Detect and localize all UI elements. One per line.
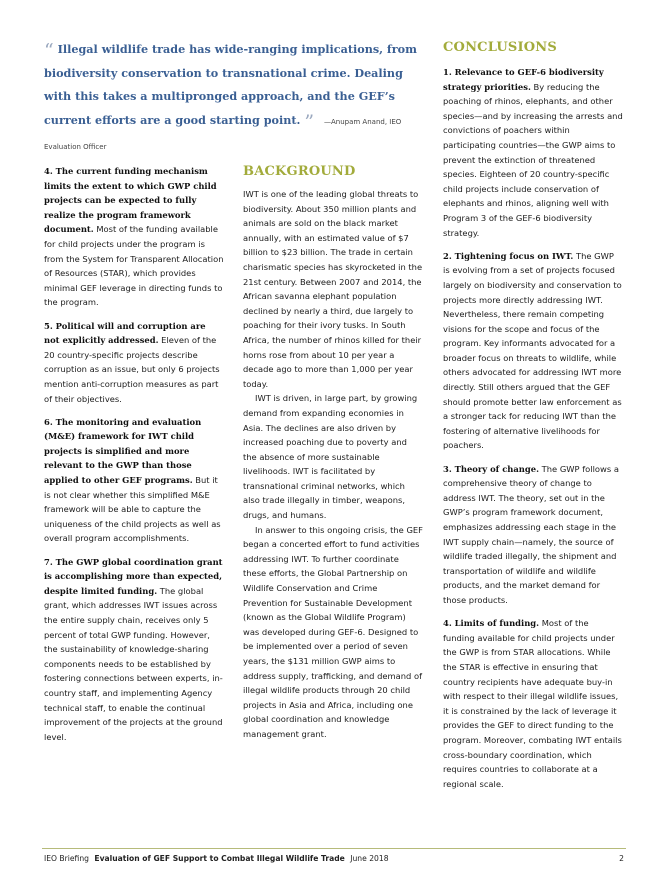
footer-rule [42, 848, 626, 849]
finding-item [44, 555, 224, 745]
background-column [243, 163, 423, 742]
page-footer [44, 854, 626, 863]
conclusion-lead: 4. Limits of funding. [443, 618, 540, 629]
findings-column [44, 164, 224, 744]
finding-text: The global grant, which addresses IWT issues across the entire supply chain, receives only 5 percent of total GWP funding. However, the sustainability of knowledge-sharing components needs to be established by fostering connections between experts, in-country staff, and implementing Agency technical staff, to enable the continual improvement of the projects at the ground level. [44, 585, 223, 742]
footer-series: IEO Briefing [44, 854, 89, 863]
conclusion-item [443, 65, 623, 240]
conclusion-text: The GWP follows a comprehensive theory of change to address IWT. The theory, set out in the GWP’s program framework document, emphasizes addressing each stage in the IWT supply chain—namely, the source of wildlife traded illegally, the shipment and transportation of wildlife and wildlife products, and the market demand for those products. [443, 463, 619, 605]
conclusion-item [443, 616, 623, 791]
finding-text: But it is not clear whether this simplified M&E framework will be able to capture the uniqueness of the child projects as well as overall program accomplishments. [44, 475, 221, 544]
finding-lead: 5. Political will and corruption are not explicitly addressed. [44, 320, 206, 346]
close-quote-mark: ” [304, 110, 315, 133]
finding-lead: 6. The monitoring and evaluation (M&E) framework for IWT child projects is simplified and more relevant to the GWP than those applied to other GEF programs. [44, 416, 202, 486]
conclusions-column [443, 39, 623, 791]
conclusion-text: The GWP is evolving from a set of projects focused largely on biodiversity and conservation to projects more directly addressing IWT. Nevertheless, there remain competing visions for the scope and focus of the program. Key informants advocated for a broader focus on threats to wildlife, while others advocated for addressing IWT more directly. Still others argued that the GEF should promote better law enforcement as a stronger tack for reducing IWT than the fostering of alternative livelihoods for poachers. [443, 250, 622, 451]
page-number: 2 [619, 854, 624, 863]
footer-title: Evaluation of GEF Support to Combat Illegal Wildlife Trade [94, 854, 345, 863]
finding-text: Most of the funding available for child projects under the program is from the System for Transparent Allocation of Resources (STAR), which provides minimal GEF leverage in directing funds to the program. [44, 224, 224, 308]
conclusion-lead: 3. Theory of change. [443, 463, 539, 474]
quote-text: Illegal wildlife trade has wide-ranging implications, from biodiversity conservation to transnational crime. Dealing with this takes a multipronged approach, and the GEF’s current efforts are a good starting point. [44, 42, 417, 127]
background-heading: BACKGROUND [243, 164, 356, 179]
finding-item [44, 415, 224, 546]
conclusion-text: Most of the funding available for child projects under the GWP is from STAR allocations. While the STAR is effective in ensuring that country recipients have adequate buy-in with respect to their illegal wildlife issues, it is constrained by the lack of leverage it provides the GEF to direct funding to the program. Moreover, combating IWT entails cross-boundary coordination, which requires countries to collaborate at a regional scale. [443, 618, 622, 789]
conclusion-lead: 2. Tightening focus on IWT. [443, 250, 574, 261]
finding-item [44, 164, 224, 310]
conclusion-item [443, 249, 623, 453]
background-paragraph: In answer to this ongoing crisis, the GEF began a concerted effort to fund activities addressing IWT. To further coordinate these efforts, the Global Partnership on Wildlife Conservation and Crime Prevention for Sustainable Development (known as the Global Wildlife Program) was developed during GEF-6. Designed to be implemented over a period of seven years, the $131 million GWP aims to address supply, trafficking, and demand of illegal wildlife products through 20 child projects in Asia and Africa, including one global coordination and knowledge management grant. [243, 524, 423, 739]
footer-date: June 2018 [350, 854, 389, 863]
background-paragraph: IWT is driven, in large part, by growing demand from expanding economies in Asia. The declines are also driven by increased poaching due to poverty and the absence of more sustainable livelihoods. IWT is facilitated by transnational criminal networks, which also trade illegally in timber, weapons, drugs, and humans. [243, 393, 418, 521]
conclusion-item [443, 462, 623, 608]
finding-item [44, 319, 224, 407]
finding-lead: 7. The GWP global coordination grant is accomplishing more than expected, despite limited funding. [44, 556, 223, 596]
finding-text: Eleven of the 20 country-specific projects describe corruption as an issue, but only 6 projects mention anti-corruption measures as part of their objectives. [44, 335, 220, 404]
quote-attribution: —Anupam Anand, IEO Evaluation Officer [44, 117, 402, 151]
finding-lead: 4. The current funding mechanism limits the extent to which GWP child projects can be expected to fully realize the program framework document. [44, 166, 217, 235]
background-paragraph: IWT is one of the leading global threats to biodiversity. About 350 million plants and animals are sold on the black market annually, with an estimated value of $7 billion to $23 billion. The trade in certain charismatic species has skyrocketed in the 21st century. Between 2007 and 2014, the African savanna elephant population declined by nearly a third, due largely to poaching for their ivory tusks. In South Africa, the number of rhinos killed for their horns rose from about 10 per year a decade ago to more than 1,000 per year today. [243, 189, 423, 389]
pull-quote [44, 38, 424, 160]
open-quote-mark: “ [44, 40, 54, 62]
conclusion-text: By reducing the poaching of rhinos, elephants, and other species—and by increasing the arrests and convictions of poachers within participating countries—the GWP aims to prevent the extinction of threatened species. Eighteen of 20 country-specific child projects include conservation of elephants and rhinos, aligning well with Program 3 of the GEF-6 biodiversity strategy. [443, 81, 623, 238]
conclusion-lead: 1. Relevance to GEF-6 biodiversity strategy priorities. [443, 67, 604, 92]
conclusions-heading: CONCLUSIONS [443, 40, 557, 55]
